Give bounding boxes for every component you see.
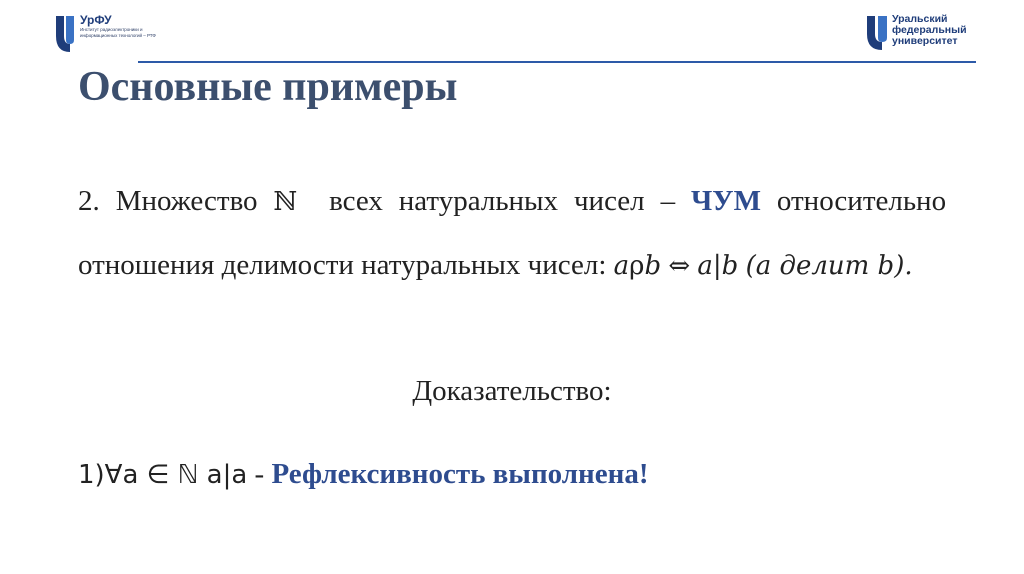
right-logo-line1: Уральский	[892, 13, 948, 25]
naturals-symbol: ℕ	[273, 187, 298, 217]
text-relative: относительно отношения делимости натуральных чисел:	[78, 185, 947, 281]
chum-label: ЧУМ	[691, 185, 761, 217]
relation-b: b	[644, 251, 662, 281]
left-logo-brand: УрФУ	[80, 13, 112, 27]
item-number: 2.	[78, 185, 100, 217]
left-logo	[54, 14, 160, 54]
relation-a: a	[613, 251, 630, 281]
right-logo	[865, 14, 967, 52]
right-logo-line3: университет	[892, 35, 958, 47]
text-all-naturals: всех натуральных чисел –	[329, 185, 676, 217]
divides-expr: a|b	[697, 251, 739, 281]
left-logo-subtitle: Институт радиоэлектроники и информационных технологий – РТФ	[80, 27, 156, 38]
proof-label: Доказательство:	[412, 375, 612, 407]
step1-formula: 1)∀a ∈ ℕ a|a	[78, 460, 248, 490]
right-logo-line2: федеральный	[892, 24, 967, 36]
iff-symbol: ⇔	[668, 251, 691, 281]
text-set: Множество	[115, 185, 258, 217]
divides-explanation: (a делит b).	[745, 251, 913, 281]
step1-dash: -	[247, 458, 272, 490]
step1-conclusion: Рефлексивность выполнена!	[271, 458, 649, 490]
relation-rho: ρ	[629, 251, 645, 281]
proof-step-1	[78, 458, 649, 491]
urfu-logo-icon	[54, 14, 76, 54]
slide-title: Основные примеры	[78, 64, 458, 110]
example-paragraph	[78, 170, 946, 298]
ural-university-logo-icon	[865, 14, 889, 52]
